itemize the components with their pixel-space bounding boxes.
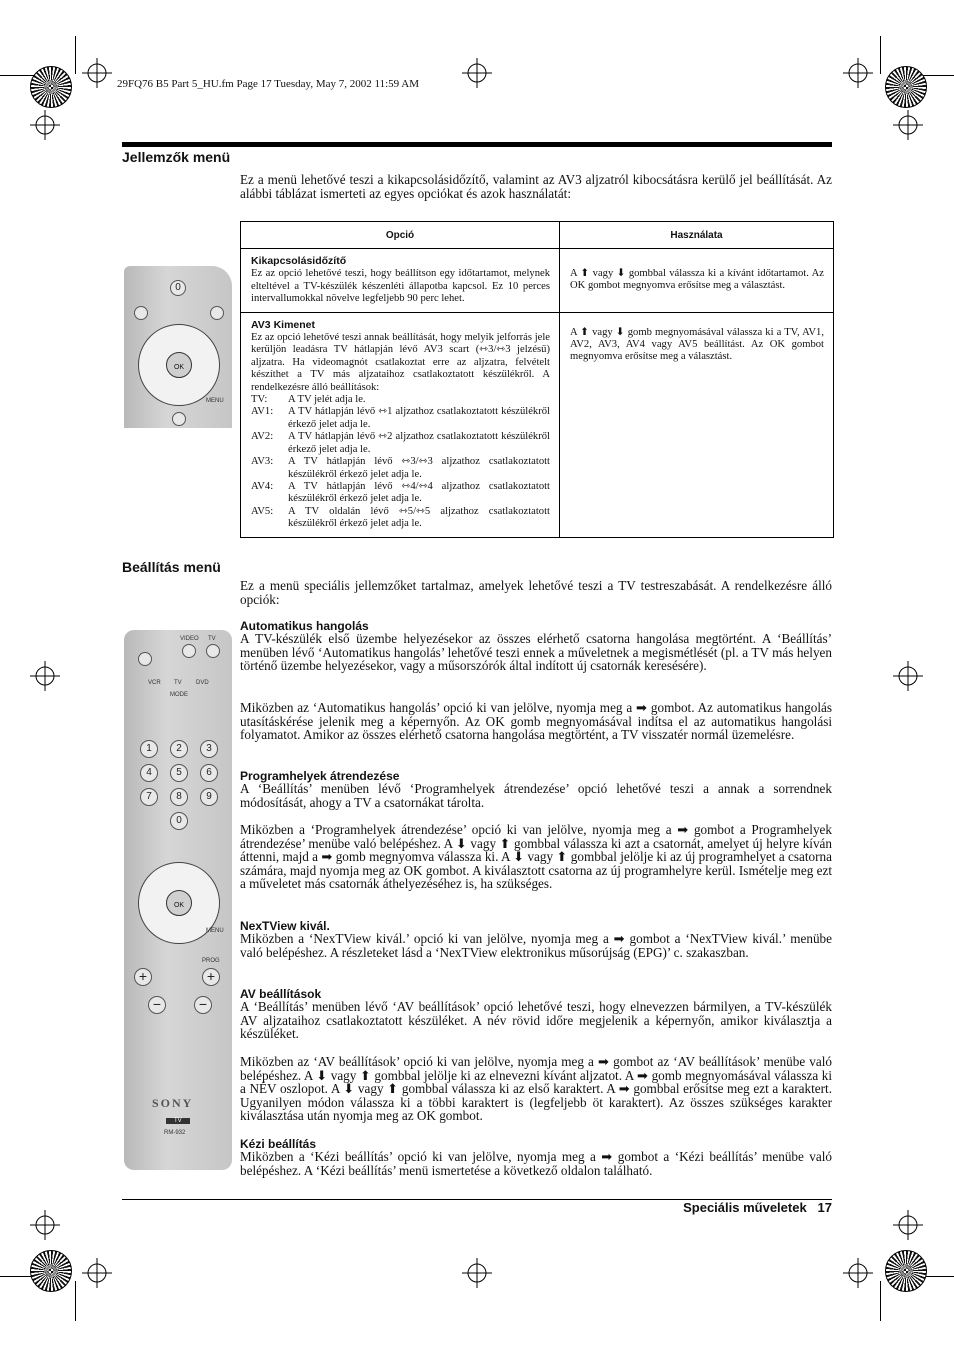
remote-control-image [124,630,232,1170]
remote-dvd-label: DVD [196,680,209,686]
subheading-program-sort: Programhelyek átrendezése [240,769,400,783]
remote-prog-up-button: + [202,968,220,986]
top-rule [122,142,832,147]
color-target-icon [30,1250,72,1292]
remote-tv-badge: TV [166,1118,190,1124]
remote-ok-button: OK [166,352,192,378]
registration-mark-icon [30,1210,60,1240]
auto-tuning-p2: Miközben az ‘Automatikus hangolás’ opció ki van jelölve, nyomja meg a ➡ gombot. Az automatikus hangolás utasításkérése jelenik meg a képernyőn. Az OK gomb megnyomásával indítsa el az automatikus hangolási folyamatot. Amikor az összes elérhető csatorna hangolása megtörtént, a TV visszatér normál üzemelésre. [240,700,832,743]
registration-mark-icon [30,661,60,691]
remote-button-3: 3 [200,740,218,758]
remote-button-0: 0 [170,812,188,830]
remote-button-small [210,306,224,320]
remote-volume-up-button: + [134,968,152,986]
remote-button-small [138,652,152,666]
remote-button-small [172,412,186,426]
registration-mark-icon [893,661,923,691]
remote-button-9: 9 [200,788,218,806]
list-item: AV3: A TV hátlapján lévő ⇿3/⇿3 aljzathoz csatlakoztatott készülékről érkező jelet adja le. [251,456,550,480]
list-item: AV4: A TV hátlapján lévő ⇿4/⇿4 aljzathoz csatlakoztatott készülékről érkező jelet adja le. [251,480,550,505]
nextview-p1: Miközben a ‘NexTView kivál.’ opció ki van jelölve, nyomja meg a ➡ gombot a ‘NexTView kivál.’ menübe való belépéshez. A részleteket lásd a ‘NexTView elektronikus műsorújság (EPG)’ c. szakaszban. [240,931,832,960]
option-title-sleep-timer: Kikapcsolásidőzítő [251,255,347,267]
list-item: AV2: A TV hátlapján lévő ⇿2 aljzathoz csatlakoztatott készülékről érkező jelet adja le. [251,431,550,455]
footer-section: Speciális műveletek [683,1200,807,1215]
option-desc-sleep-timer: Ez az opció lehetővé teszi, hogy beállítson egy időtartamot, melynek elteltével a TV-készülék készenléti állapotba kapcsol. Ez 10 perces intervallumokkal növelve legfeljebb 90 perc lehet. [251,268,550,305]
registration-mark-icon [30,110,60,140]
crop-mark [75,1281,76,1321]
page-footer [683,1200,832,1215]
manual-tuning-p1: Miközben a ‘Kézi beállítás’ opció ki van jelölve, nyomja meg a ➡ gombot a ‘Kézi beállítás’ menübe való belépéshez. A ‘Kézi beállítás’ menü ismertetése a következő oldalon található. [240,1149,832,1178]
table-row [241,249,834,313]
remote-button-small [206,644,220,658]
remote-button-small [134,306,148,320]
registration-mark-icon [82,1258,112,1288]
remote-tv-mode-label: TV [174,680,182,686]
crop-mark [880,36,881,74]
option-desc-av3-output: Ez az opció lehetővé teszi annak beállítását, hogy melyik jelforrás jele kerüljön leadásra TV hátlapján lévő AV3 scart (⇿3/⇿3 jelzésű) aljzatra. Ha videomagnót csatlakoztat erre az aljzatra, felvételt készíthet a TV más aljzataihoz csatlakoztatott készülékről. A rendelkezésre álló beállítások: [251,332,550,393]
remote-prog-down-button: − [194,996,212,1014]
av-settings-p2: Miközben az ‘AV beállítások’ opció ki van jelölve, nyomja meg a ➡ gombot az ‘AV beállítások’ menübe való belépéshez. A ⬇ vagy ⬆ gombbal jelölje ki az elnevezni kívánt aljzatot. A ➡ gomb megnyomásával válassza ki a NÉV oszlopot. A ⬇ vagy ⬆ gombbal válassza ki az első karaktert. A ➡ gombbal erősítse meg ezt a karaktert. Ugyanilyen módon válassza ki a többi karaktert is (legfeljebb öt karaktert). Az összes szükséges karakter kiválasztása után nyomja meg az OK gombot. [240,1054,832,1124]
section-title-features: Jellemzők menü [122,149,231,165]
remote-ok-button: OK [166,890,192,916]
option-title-av3-output: AV3 Kimenet [251,318,315,331]
auto-tuning-p1: A TV-készülék első üzembe helyezésekor az összes elérhető csatorna hangolása megtörtént. A ‘Beállítás’ menüben lévő ‘Automatikus hangolás’ lehetővé teszi ennek a műveletnek a megismétlését (pl. a TV más helyen történő üzembe helyezésekor, vagy a műsorszórók által indított új csatornák keresésére). [240,631,832,674]
remote-brand-logo: SONY [152,1096,194,1110]
remote-button-5: 5 [170,764,188,782]
remote-model-label: RM-932 [164,1130,186,1136]
remote-volume-down-button: − [148,996,166,1014]
list-item: AV5: A TV oldalán lévő ⇿5/⇿5 aljzathoz csatlakoztatott készülékről érkező jelet adja le. [251,505,550,530]
setup-intro: Ez a menü speciális jellemzőket tartalmaz, amelyek lehetővé teszi a TV testreszabását. A rendelkezésre álló opciók: [240,578,832,607]
color-target-icon [885,1250,927,1292]
registration-mark-icon [893,110,923,140]
subheading-nextview: NexTView kivál. [240,919,330,933]
registration-mark-icon [893,1210,923,1240]
remote-tv-label: TV [208,636,216,642]
registration-mark-icon [843,58,873,88]
remote-button-0: 0 [170,280,186,296]
options-table [240,221,834,538]
program-sort-p1: A ‘Beállítás’ menüben lévő ‘Programhelyek átrendezése’ opció lehetővé teszi a annak a sorrendnek módosítását, ahogy a TV a csatornákat tárolta. [240,781,832,810]
remote-button-small [182,644,196,658]
crop-mark [880,1281,881,1321]
registration-mark-icon [462,58,492,88]
list-item: AV1: A TV hátlapján lévő ⇿1 aljzathoz csatlakoztatott készülékről érkező jelet adja le. [251,406,550,430]
remote-button-1: 1 [140,740,158,758]
color-target-icon [885,66,927,108]
registration-mark-icon [843,1258,873,1288]
subheading-manual-tuning: Kézi beállítás [240,1137,317,1151]
file-header-note: 29FQ76 B5 Part 5_HU.fm Page 17 Tuesday, May 7, 2002 11:59 AM [117,78,420,90]
table-header-usage: Használata [560,222,834,249]
remote-video-label: VIDEO [180,636,199,642]
features-intro: Ez a menü lehetővé teszi a kikapcsolásidőzítő, valamint az AV3 aljzatról kibocsátásra kerülő jel beállítását. Az alábbi táblázat ismerteti az egyes opciókat és azok használatát: [240,172,832,201]
registration-mark-icon [462,1258,492,1288]
registration-mark-icon [82,58,112,88]
color-target-icon [30,66,72,108]
list-item: TV: A TV jelét adja le. [251,394,366,406]
subheading-av-settings: AV beállítások [240,987,322,1001]
remote-button-4: 4 [140,764,158,782]
page-number: 17 [817,1200,832,1215]
section-title-setup: Beállítás menü [122,559,221,575]
remote-button-2: 2 [170,740,188,758]
subheading-auto-tuning: Automatikus hangolás [240,619,369,633]
remote-menu-label: MENU [206,398,224,404]
remote-button-8: 8 [170,788,188,806]
remote-button-6: 6 [200,764,218,782]
av-settings-p1: A ‘Beállítás’ menüben lévő ‘AV beállítások’ opció lehetővé teszi, hogy elnevezzen bármilyen, a TV-készülék AV aljzataihoz csatlakoztatott készüléket. A név rövid időre megjelenik a képernyőn, amikor kiválasztja a készüléket. [240,999,832,1042]
remote-vcr-label: VCR [148,680,161,686]
option-usage-av3-output: A ⬆ vagy ⬇ gomb megnyomásával válassza ki a TV, AV1, AV2, AV3, AV4 vagy AV5 beállítást. Az OK gombot megnyomva erősítse meg a választást. [570,326,824,363]
remote-control-partial-image [124,266,232,428]
table-header-option: Opció [241,222,560,249]
remote-button-7: 7 [140,788,158,806]
crop-mark [75,36,76,74]
remote-mode-label: MODE [170,692,188,698]
remote-menu-label: MENU [206,928,224,934]
remote-prog-label: PROG [202,958,220,964]
program-sort-p2: Miközben a ‘Programhelyek átrendezése’ opció ki van jelölve, nyomja meg a ➡ gombot a Programhelyek átrendezése’ menübe való belépéshez. A ⬇ vagy ⬆ gombbal válassza ki azt a csatornát, amelyet új helyre kíván áttenni, majd a ➡ gomb megnyomva válassza ki. A ⬇ vagy ⬆ gombbal jelölje ki az új programhelyet a csatorna számára, majd nyomja meg az OK gombot. A kiválasztott csatorna az új programhelyre kerül. Ismételje meg ezt a műveletet más csatornák áthelyezéséhez is, ha szükséges. [240,822,832,892]
table-row [241,312,834,537]
option-usage-sleep-timer: A ⬆ vagy ⬇ gombbal válassza ki a kívánt időtartamot. Az OK gombot megnyomva erősítse meg a választást. [570,267,824,292]
